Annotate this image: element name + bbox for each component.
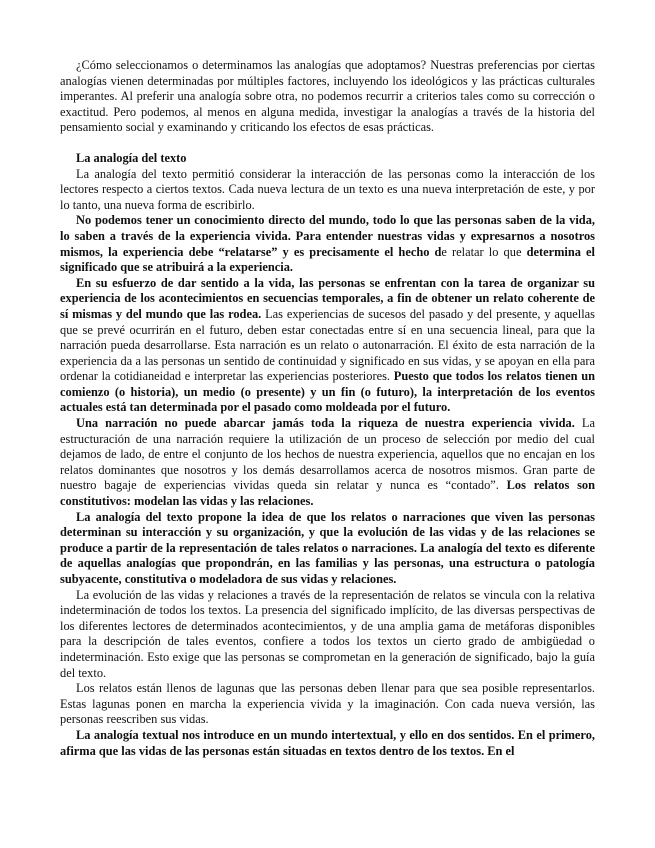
text-run: La evolución de las vidas y relaciones a través de la representación de relatos se vincula con la relativa indeterminación de todos los textos. La presencia del significado implícito, de las diversas perspectivas de los diferentes lectores de determinados acontecimientos, y de una amplia gama de metáforas disponibles para la descripción de tales eventos, confiere a todos los textos un cierto grado de ambigüedad o indeterminación. Esto exige que las personas se comprometan en la generación de significado, bajo la guía del texto.	[60, 587, 595, 680]
text-run: e relatar lo que	[441, 244, 527, 259]
text-run: ¿Cómo seleccionamos o determinamos las analogías que adoptamos? Nuestras preferencias por ciertas analogías vienen determinadas por múltiples factores, incluyendo los ideológicos y las prácticas culturales imperantes. Al preferir una analogía sobre otra, no podemos recurrir a criterios tales como su corrección o exactitud. Pero podemos, al menos en alguna medida, investigar la analogías a través de la historia del pensamiento social y examinando y criticando los efectos de esas prácticas.	[60, 58, 595, 135]
paragraph-analogy-proposal	[60, 510, 595, 588]
bold-run: Puesto que todos los relatos tienen un comienzo (o historia), un medio (o presente) y un fin (o futuro), la interpretación de los eventos actuales está tan determinada por el pasado como moldeada por el futuro.	[60, 369, 595, 415]
paragraph-gaps	[60, 681, 595, 728]
paragraph-organizing-experience	[60, 276, 595, 416]
paragraph-intro	[60, 58, 595, 136]
paragraph-intertextual	[60, 728, 595, 759]
bold-run: En su esfuerzo de dar sentido a la vida, las personas se enfrentan con la tarea de organizar su experiencia de los acontecimientos en secuencias temporales, a fin de obtener un relato coherente de sí mismas y del mundo que las rodea.	[60, 275, 595, 321]
bold-run: No podemos tener un conocimiento directo del mundo, todo lo que las personas saben de la vida, lo saben a través de la experiencia vivida. Para entender nuestras vidas y expresarnos a nosotros mismos, la experiencia debe “relatarse” y es precisamente el hecho d	[60, 213, 595, 259]
paragraph-lived-experience	[60, 213, 595, 275]
text-run: Los relatos están llenos de lagunas que las personas deben llenar para que sea posible representarlos. Estas lagunas ponen en marcha la experiencia vivida y la imaginación. Con cada nueva versión, las personas reescriben sus vidas.	[60, 681, 595, 727]
paragraph-narration-limits	[60, 416, 595, 510]
text-run: La analogía del texto permitió considerar la interacción de las personas como la interacción de los lectores respecto a ciertos textos. Cada nueva lectura de un texto es una nueva interpretación de este, y por lo tanto, una nueva forma de escribirlo.	[60, 166, 595, 212]
paragraph-indeterminacy	[60, 588, 595, 682]
bold-run: La analogía textual nos introduce en un mundo intertextual, y ello en dos sentidos. En el primero, afirma que las vidas de las personas están situadas en textos dentro de los textos. En el	[60, 727, 595, 758]
bold-run: determina el significado que se atribuirá a la experiencia.	[60, 244, 595, 275]
paragraph-text-analogy	[60, 167, 595, 214]
section-spacer	[60, 136, 595, 151]
bold-run: Una narración no puede abarcar jamás toda la riqueza de nuestra experiencia vivida.	[76, 416, 575, 431]
section-heading: La analogía del texto	[76, 150, 187, 165]
bold-run: La analogía del texto propone la idea de que los relatos o narraciones que viven las personas determinan su interacción y su organización, y que la evolución de las vidas y de las relaciones se produce a partir de la representación de tales relatos o narraciones. La analogía del texto es diferente de aquellas analogías que propondrán, en las familias y las personas, una estructura o patología subyacente, constitutiva o modeladora de sus vidas y relaciones.	[60, 509, 595, 586]
text-run: Las experiencias de sucesos del pasado y del presente, y aquellas que se prevé ocurrirán en el futuro, deben estar conectadas entre sí en una secuencia lineal, para que la narración pueda desarrollarse. Esta narración es un relato o autonarración. El éxito de esta narración de la experiencia da a las personas un sentido de continuidad y significado en sus vidas, y se apoyan en ella para ordenar la cotidianeidad e interpretar las experiencias posteriores.	[60, 306, 595, 384]
bold-run: Los relatos son constitutivos: modelan las vidas y las relaciones.	[60, 478, 595, 509]
text-run: La estructuración de una narración requiere la utilización de un proceso de selección por medio del cual dejamos de lado, de entre el conjunto de los hechos de nuestra experiencia, aquellos que no encajan en los relatos dominantes que nosotros y los demás desarrollamos acerca de nosotros mismos. Gran parte de nuestro bagaje de experiencias vividas queda sin relatar y nunca es “contado”.	[60, 416, 595, 493]
